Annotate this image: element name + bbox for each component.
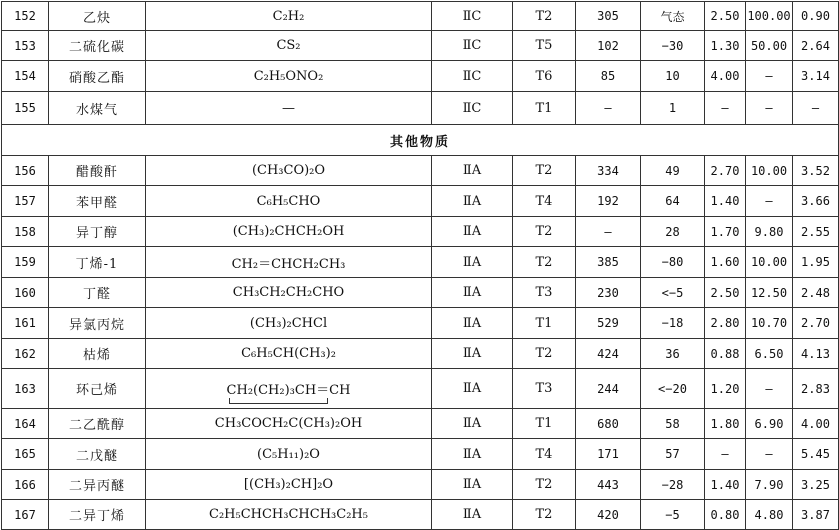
ignition-temperature: 230	[576, 278, 641, 308]
table-row	[2, 308, 839, 339]
formula-text: CH₂(CH₂)₃CH＝CH	[226, 383, 351, 398]
row-number: 163	[2, 369, 49, 409]
vapor-density: 3.87	[793, 500, 839, 530]
lower-limit: 0.88	[705, 339, 746, 369]
chemical-formula: [(CH₃)₂CH]₂O	[146, 470, 432, 500]
chemical-formula: (CH₃)₂CHCl	[146, 308, 432, 339]
substance-name: 二戊醚	[49, 439, 146, 470]
boiling-point: −80	[641, 247, 705, 278]
section-header	[2, 125, 839, 156]
substance-name: 二异丁烯	[49, 500, 146, 530]
substance-name: 环己烯	[49, 369, 146, 409]
upper-limit: 10.00	[746, 156, 793, 186]
substance-name: 枯烯	[49, 339, 146, 369]
ignition-temperature: 192	[576, 186, 641, 217]
temperature-class: T2	[513, 217, 576, 247]
row-number: 158	[2, 217, 49, 247]
lower-limit: 1.20	[705, 369, 746, 409]
section-title: 其他物质	[2, 125, 839, 156]
table-row	[2, 278, 839, 308]
row-number: 166	[2, 470, 49, 500]
ignition-temperature: —	[576, 217, 641, 247]
table-row	[2, 369, 839, 409]
lower-limit: 1.60	[705, 247, 746, 278]
boiling-point: 1	[641, 92, 705, 125]
upper-limit: 4.80	[746, 500, 793, 530]
substance-name: 醋酸酐	[49, 156, 146, 186]
gas-group: ⅡA	[432, 369, 513, 409]
table-row	[2, 31, 839, 61]
substance-name: 丁醛	[49, 278, 146, 308]
vapor-density: 3.14	[793, 61, 839, 92]
vapor-density: 3.25	[793, 470, 839, 500]
lower-limit: —	[705, 92, 746, 125]
ignition-temperature: 680	[576, 409, 641, 439]
vapor-density: 0.90	[793, 2, 839, 31]
temperature-class: T4	[513, 439, 576, 470]
chemical-formula: (CH₃)₂CHCH₂OH	[146, 217, 432, 247]
substance-name: 苯甲醛	[49, 186, 146, 217]
temperature-class: T3	[513, 278, 576, 308]
temperature-class: T2	[513, 156, 576, 186]
upper-limit: 6.50	[746, 339, 793, 369]
upper-limit: 50.00	[746, 31, 793, 61]
row-number: 161	[2, 308, 49, 339]
row-number: 164	[2, 409, 49, 439]
gas-group: ⅡA	[432, 500, 513, 530]
table-row	[2, 470, 839, 500]
temperature-class: T5	[513, 31, 576, 61]
boiling-point: <−5	[641, 278, 705, 308]
temperature-class: T2	[513, 247, 576, 278]
row-number: 162	[2, 339, 49, 369]
chemical-formula: C₂H₅CHCH₃CHCH₃C₂H₅	[146, 500, 432, 530]
table-row	[2, 500, 839, 530]
table-row	[2, 339, 839, 369]
upper-limit: —	[746, 61, 793, 92]
upper-limit: 7.90	[746, 470, 793, 500]
ignition-temperature: 529	[576, 308, 641, 339]
temperature-class: T2	[513, 470, 576, 500]
upper-limit: 9.80	[746, 217, 793, 247]
vapor-density: 4.13	[793, 339, 839, 369]
table-row	[2, 439, 839, 470]
lower-limit: 1.30	[705, 31, 746, 61]
vapor-density: 3.66	[793, 186, 839, 217]
vapor-density: 4.00	[793, 409, 839, 439]
gas-group: ⅡA	[432, 186, 513, 217]
chemical-formula: —	[146, 92, 432, 125]
vapor-density: 2.70	[793, 308, 839, 339]
ignition-temperature: 85	[576, 61, 641, 92]
vapor-density: —	[793, 92, 839, 125]
chemical-formula: C₂H₅ONO₂	[146, 61, 432, 92]
boiling-point: 57	[641, 439, 705, 470]
row-number: 159	[2, 247, 49, 278]
lower-limit: 1.40	[705, 186, 746, 217]
boiling-point: <−20	[641, 369, 705, 409]
boiling-point: 58	[641, 409, 705, 439]
upper-limit: 10.00	[746, 247, 793, 278]
lower-limit: 1.70	[705, 217, 746, 247]
ignition-temperature: —	[576, 92, 641, 125]
chemical-formula: C₆H₅CHO	[146, 186, 432, 217]
gas-group: ⅡA	[432, 470, 513, 500]
vapor-density: 2.55	[793, 217, 839, 247]
table-row	[2, 409, 839, 439]
table-row	[2, 217, 839, 247]
ring-bond-bracket	[229, 398, 329, 404]
upper-limit: 100.00	[746, 2, 793, 31]
boiling-point: 10	[641, 61, 705, 92]
substance-name: 丁烯-1	[49, 247, 146, 278]
row-number: 167	[2, 500, 49, 530]
gas-group: ⅡC	[432, 31, 513, 61]
ignition-temperature: 424	[576, 339, 641, 369]
gas-group: ⅡA	[432, 339, 513, 369]
chemical-formula: C₂H₂	[146, 2, 432, 31]
table-row	[2, 2, 839, 31]
boiling-point: 气态	[641, 2, 705, 31]
lower-limit: 0.80	[705, 500, 746, 530]
substance-table	[1, 1, 839, 530]
chemical-formula: C₆H₅CH(CH₃)₂	[146, 339, 432, 369]
row-number: 157	[2, 186, 49, 217]
ignition-temperature: 334	[576, 156, 641, 186]
row-number: 165	[2, 439, 49, 470]
temperature-class: T2	[513, 500, 576, 530]
ignition-temperature: 171	[576, 439, 641, 470]
upper-limit: —	[746, 439, 793, 470]
temperature-class: T1	[513, 308, 576, 339]
upper-limit: 12.50	[746, 278, 793, 308]
substance-name: 异丁醇	[49, 217, 146, 247]
lower-limit: —	[705, 439, 746, 470]
gas-group: ⅡA	[432, 278, 513, 308]
lower-limit: 2.80	[705, 308, 746, 339]
vapor-density: 2.48	[793, 278, 839, 308]
row-number: 153	[2, 31, 49, 61]
boiling-point: 36	[641, 339, 705, 369]
chemical-formula	[146, 369, 432, 409]
upper-limit: 6.90	[746, 409, 793, 439]
substance-name: 硝酸乙酯	[49, 61, 146, 92]
table-body-bottom	[2, 156, 839, 530]
lower-limit: 4.00	[705, 61, 746, 92]
row-number: 156	[2, 156, 49, 186]
substance-name: 二异丙醚	[49, 470, 146, 500]
temperature-class: T2	[513, 339, 576, 369]
table-row	[2, 186, 839, 217]
chemical-formula: (C₅H₁₁)₂O	[146, 439, 432, 470]
gas-group: ⅡA	[432, 247, 513, 278]
gas-group: ⅡC	[432, 61, 513, 92]
boiling-point: −28	[641, 470, 705, 500]
gas-group: ⅡA	[432, 409, 513, 439]
gas-group: ⅡA	[432, 439, 513, 470]
gas-group: ⅡC	[432, 92, 513, 125]
table-row	[2, 61, 839, 92]
lower-limit: 2.50	[705, 278, 746, 308]
boiling-point: −5	[641, 500, 705, 530]
vapor-density: 2.64	[793, 31, 839, 61]
chemical-formula: (CH₃CO)₂O	[146, 156, 432, 186]
gas-group: ⅡC	[432, 2, 513, 31]
substance-name: 异氯丙烷	[49, 308, 146, 339]
gas-group: ⅡA	[432, 217, 513, 247]
vapor-density: 1.95	[793, 247, 839, 278]
table-row	[2, 156, 839, 186]
substance-name: 二硫化碳	[49, 31, 146, 61]
ignition-temperature: 420	[576, 500, 641, 530]
upper-limit: —	[746, 369, 793, 409]
temperature-class: T3	[513, 369, 576, 409]
chemical-formula: CH₂＝CHCH₂CH₃	[146, 247, 432, 278]
substance-name: 乙炔	[49, 2, 146, 31]
upper-limit: —	[746, 186, 793, 217]
lower-limit: 2.50	[705, 2, 746, 31]
temperature-class: T1	[513, 92, 576, 125]
table-body-top	[2, 2, 839, 125]
gas-group: ⅡA	[432, 308, 513, 339]
table-row	[2, 247, 839, 278]
boiling-point: −18	[641, 308, 705, 339]
chemical-formula: CS₂	[146, 31, 432, 61]
ignition-temperature: 102	[576, 31, 641, 61]
boiling-point: 28	[641, 217, 705, 247]
ignition-temperature: 244	[576, 369, 641, 409]
row-number: 155	[2, 92, 49, 125]
ignition-temperature: 443	[576, 470, 641, 500]
vapor-density: 3.52	[793, 156, 839, 186]
chemical-formula: CH₃COCH₂C(CH₃)₂OH	[146, 409, 432, 439]
temperature-class: T1	[513, 409, 576, 439]
temperature-class: T6	[513, 61, 576, 92]
boiling-point: −30	[641, 31, 705, 61]
temperature-class: T4	[513, 186, 576, 217]
substance-name: 水煤气	[49, 92, 146, 125]
vapor-density: 2.83	[793, 369, 839, 409]
gas-group: ⅡA	[432, 156, 513, 186]
lower-limit: 1.80	[705, 409, 746, 439]
lower-limit: 2.70	[705, 156, 746, 186]
boiling-point: 49	[641, 156, 705, 186]
ignition-temperature: 385	[576, 247, 641, 278]
upper-limit: —	[746, 92, 793, 125]
substance-name: 二乙酰醇	[49, 409, 146, 439]
lower-limit: 1.40	[705, 470, 746, 500]
row-number: 152	[2, 2, 49, 31]
boiling-point: 64	[641, 186, 705, 217]
table-row	[2, 92, 839, 125]
upper-limit: 10.70	[746, 308, 793, 339]
row-number: 154	[2, 61, 49, 92]
vapor-density: 5.45	[793, 439, 839, 470]
temperature-class: T2	[513, 2, 576, 31]
ignition-temperature: 305	[576, 2, 641, 31]
chemical-formula: CH₃CH₂CH₂CHO	[146, 278, 432, 308]
row-number: 160	[2, 278, 49, 308]
ring-formula	[227, 379, 351, 398]
